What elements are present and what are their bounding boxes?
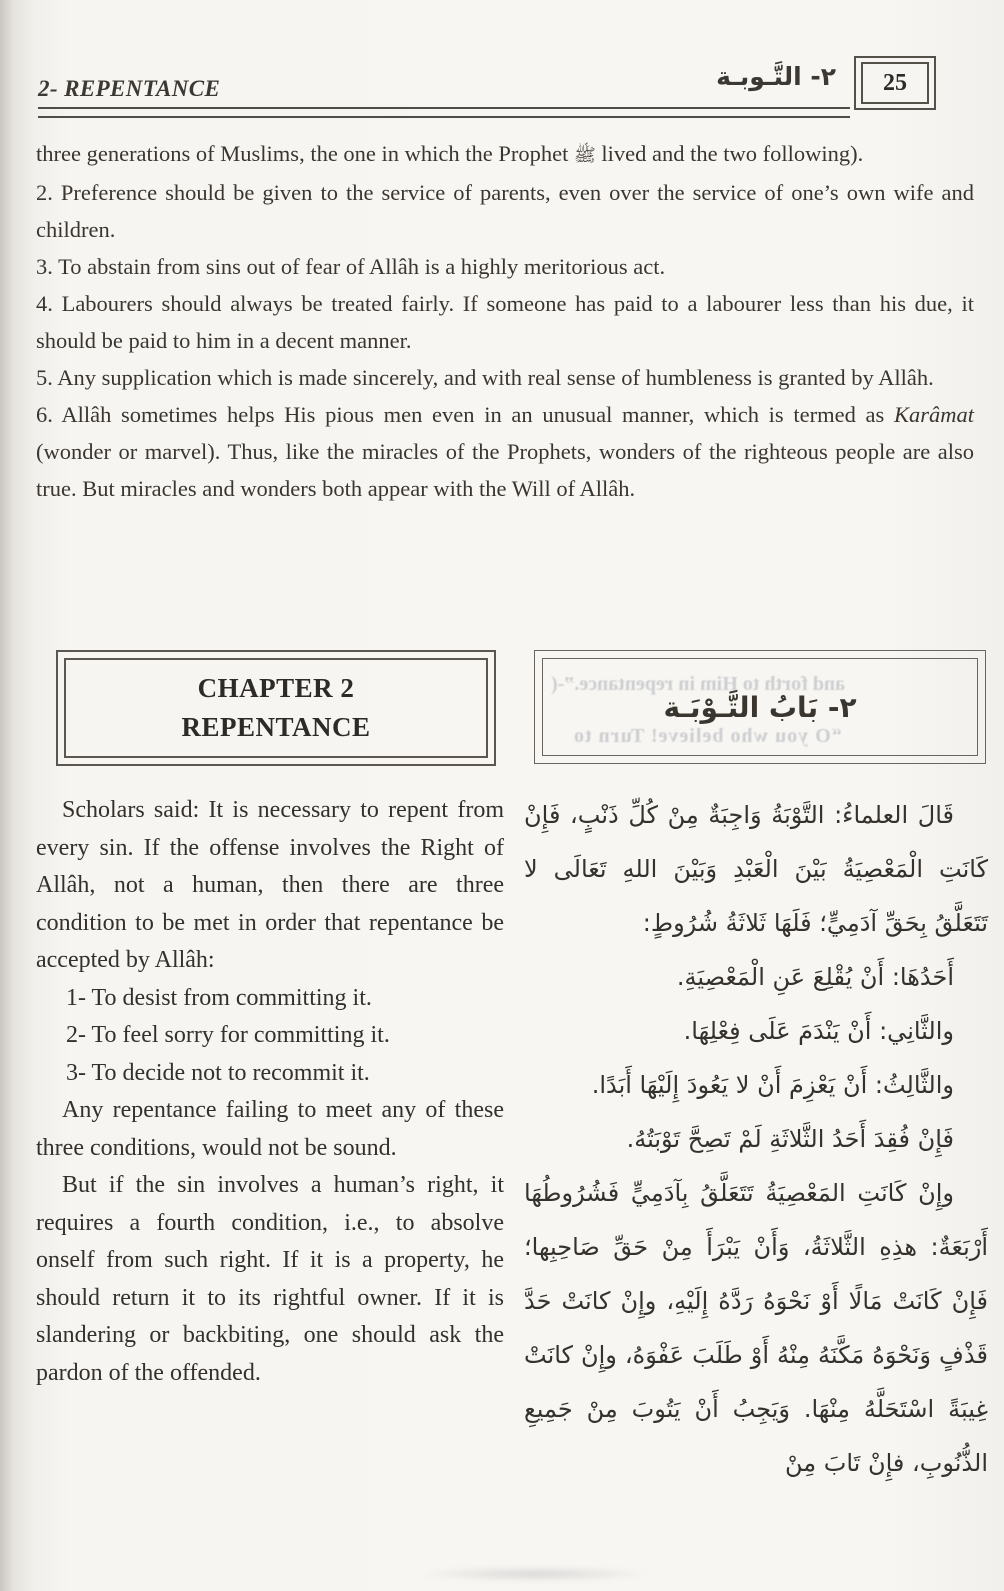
header-divider-rule: [38, 107, 850, 118]
bleed-through-text-line1: and forth to Him in repentance.”-(: [551, 673, 846, 695]
intro-paragraph: three generations of Muslims, the one in which the Prophet ﷺ lived and the two following).: [36, 141, 864, 166]
intro-paragraph: 4. Labourers should always be treated fairly. If someone has paid to a labourer less than his due, it should be paid to him in a decent manner.: [36, 291, 974, 353]
chapter-name: REPENTANCE: [181, 712, 371, 742]
running-header-arabic: ٢- التَّـوبـة: [716, 62, 836, 91]
intro-paragraph: 6. Allâh sometimes helps His pious men even in an unusual manner, which is termed as Karâmat (wonder or marvel). Thus, like the miracles of the Prophets, wonders of the righteous people are also true. But miracles and wonders both appear with the Will of Allâh.: [36, 402, 974, 501]
scan-smudge: [420, 1566, 650, 1582]
arabic-paragraph: فَإِنْ فُقِدَ أَحَدُ الثَّلاثَةِ لَمْ تَصِحَّ تَوْبَتُهُ.: [626, 1125, 954, 1153]
page-number-box: [854, 56, 936, 110]
condition-list-item: 1- To desist from committing it.: [66, 984, 372, 1011]
chapter-title-box-arabic-inner: [542, 658, 978, 756]
condition-list-item: 2- To feel sorry for committing it.: [66, 1022, 390, 1048]
intro-paragraph: 2. Preference should be given to the service of parents, even over the service of one’s own wife and children.: [36, 180, 974, 242]
intro-paragraph: 3. To abstain from sins out of fear of Allâh is a highly meritorious act.: [36, 254, 666, 279]
running-header-english: 2- REPENTANCE: [38, 76, 221, 101]
bleed-through-text-line2: “O you who believe! Turn to: [573, 725, 842, 747]
arabic-paragraph: أَحَدُهَا: أَنْ يُقْلِعَ عَنِ الْمَعْصِيَةِ.: [676, 963, 954, 991]
chapter-title-box-arabic: [534, 650, 986, 764]
arabic-paragraph: والثَّالِثُ: أَنْ يَعْزِمَ أَنْ لا يَعُودَ إِلَيْهَا أَبَدًا.: [591, 1071, 954, 1099]
condition-list-item: 3- To decide not to recommit it.: [66, 1059, 370, 1086]
arabic-column-text: [524, 788, 988, 1490]
arabic-paragraph: وإِنْ كَانَتِ المَعْصِيَةُ تَتَعَلَّقُ بِآدَمِيٍّ فَشُرُوطُهَا أَرْبَعَةٌ: هذِهِ الثَّلاثَةُ، وَأَنْ يَبْرَأَ مِنْ حَقِّ صَاحِبِها؛ فَإِنْ كَانَتْ مَالًا أَوْ نَحْوَهُ رَدَّهُ إِلَيْهِ، وإِنْ كانَتْ حَدَّ قَذْفٍ وَنَحْوَهُ مَكَّنَهُ مِنْهُ أَوْ طَلَبَ عَفْوَهُ، وإِنْ كانَتْ غِيبَةً اسْتَحَلَّهُ مِنْهَا. وَيَجِبُ أَنْ يَتُوبَ مِنْ جَمِيعِ الذُّنُوبِ، فإِنْ تَابَ مِنْ: [524, 1179, 988, 1477]
chapter-number: CHAPTER 2: [197, 673, 355, 703]
chapter-title-box-english: [56, 650, 496, 766]
arabic-paragraph: قَالَ العلماءُ: التَّوْبَةُ وَاجِبَةٌ مِنْ كُلِّ ذَنْبٍ، فَإِنْ كَانَتِ الْمَعْصِيَةُ بَيْنَ الْعَبْدِ وَبَيْنَ اللهِ تَعَالَى لا تَتَعَلَّقُ بِحَقِّ آدَمِيٍّ؛ فَلَهَا ثَلاثَةُ شُرُوطٍ:: [524, 801, 988, 937]
english-paragraph: Any repentance failing to meet any of these three conditions, would not be sound.: [36, 1097, 504, 1161]
english-column-text: [36, 792, 504, 1392]
chapter-title-box-english-inner: [64, 658, 488, 758]
chapter-title-arabic: ٢- بَابُ التَّـوْبَـة: [663, 690, 857, 724]
arabic-paragraph: والثَّانِي: أَنْ يَنْدَمَ عَلَى فِعْلِهَا.: [683, 1017, 954, 1045]
english-paragraph: But if the sin involves a human’s right, it requires a fourth condition, i.e., to absolve onself from such right. If it is a property, he should return it to its rightful owner. If it is slandering or backbiting, one should ask the pardon of the offended.: [36, 1172, 504, 1386]
page-number: 25: [861, 62, 929, 104]
intro-paragraph: 5. Any supplication which is made sincerely, and with real sense of humbleness is granted by Allâh.: [36, 365, 934, 390]
intro-text: [36, 135, 974, 507]
english-paragraph: Scholars said: It is necessary to repent from every sin. If the offense involves the Right of Allâh, not a human, then there are three condition to be met in order that repentance be accepted by Allâh:: [36, 797, 504, 973]
prophet-honorific-symbol: ﷺ: [574, 145, 596, 166]
